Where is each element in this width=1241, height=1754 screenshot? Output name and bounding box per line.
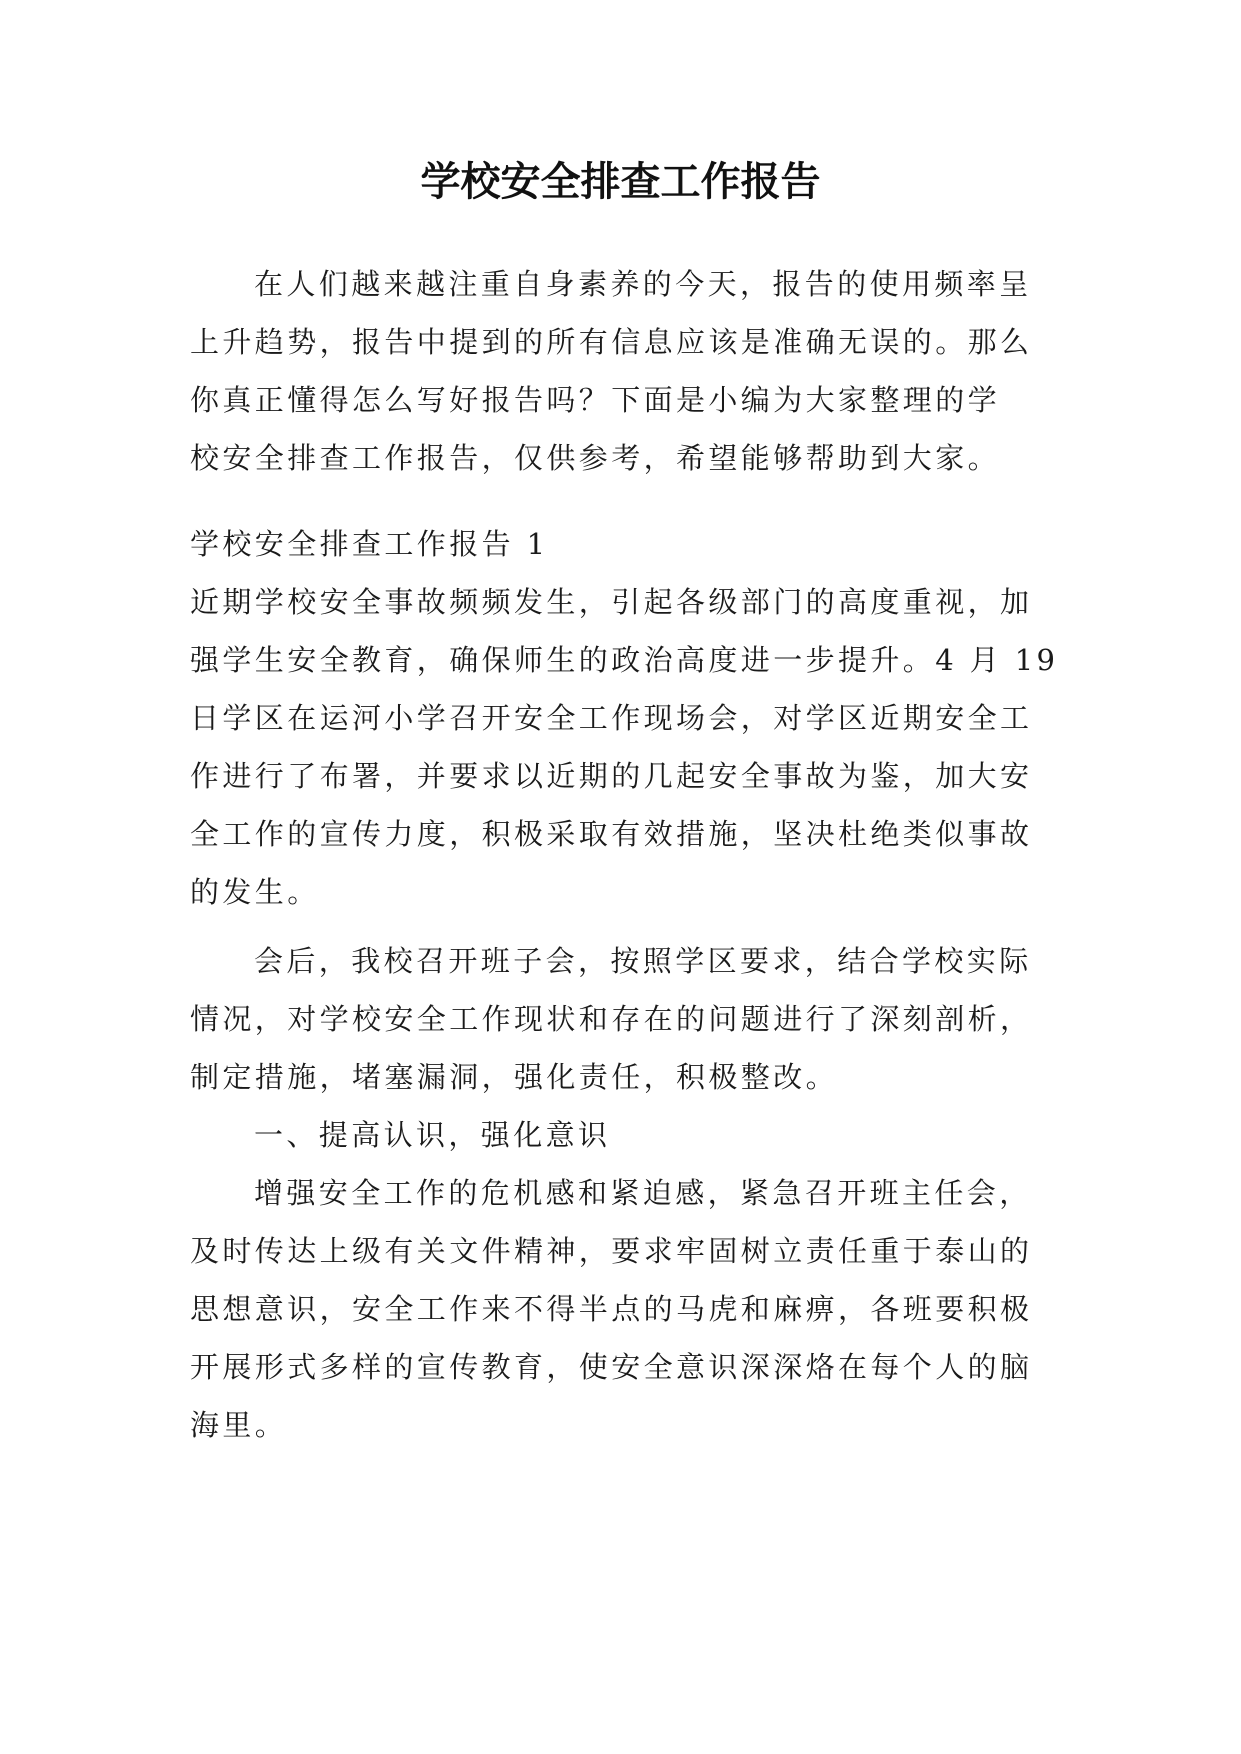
awareness-line: 及时传达上级有关文件精神，要求牢固树立责任重于泰山的 <box>190 1234 1033 1268</box>
awareness-line: 增强安全工作的危机感和紧迫感，紧急召开班主任会， <box>254 1176 1032 1210</box>
meeting-line: 会后，我校召开班子会，按照学区要求，结合学校实际 <box>254 944 1032 978</box>
awareness-line: 海里。 <box>190 1408 288 1442</box>
meeting-paragraph <box>190 932 1070 1164</box>
meeting-line: 情况，对学校安全工作现状和存在的问题进行了深刻剖析， <box>190 1002 1033 1036</box>
section1-line: 全工作的宣传力度，积极采取有效措施，坚决杜绝类似事故 <box>190 817 1033 851</box>
awareness-line: 思想意识，安全工作来不得半点的马虎和麻痹，各班要积极 <box>190 1292 1033 1326</box>
awareness-paragraph <box>190 1164 1070 1454</box>
subheading: 一、提高认识，强化意识 <box>254 1118 611 1152</box>
section1-line: 作进行了布署，并要求以近期的几起安全事故为鉴，加大安 <box>190 759 1033 793</box>
section1-line: 日学区在运河小学召开安全工作现场会，对学区近期安全工 <box>190 701 1033 735</box>
document-title: 学校安全排查工作报告 <box>420 158 821 205</box>
section1-line: 近期学校安全事故频频发生，引起各级部门的高度重视，加 <box>190 585 1033 619</box>
section-heading: 学校安全排查工作报告 1 <box>190 527 549 561</box>
awareness-line: 开展形式多样的宣传教育，使安全意识深深烙在每个人的脑 <box>190 1350 1033 1384</box>
section1-line: 的发生。 <box>190 875 320 909</box>
intro-line: 在人们越来越注重自身素养的今天，报告的使用频率呈 <box>254 267 1032 301</box>
intro-line: 校安全排查工作报告，仅供参考，希望能够帮助到大家。 <box>190 441 1001 475</box>
intro-line: 你真正懂得怎么写好报告吗？下面是小编为大家整理的学 <box>190 383 1001 417</box>
section1-line: 强学生安全教育，确保师生的政治高度进一步提升。4 月 19 <box>190 643 1059 677</box>
section1 <box>190 515 1070 921</box>
intro-paragraph <box>190 255 1070 487</box>
intro-line: 上升趋势，报告中提到的所有信息应该是准确无误的。那么 <box>190 325 1033 359</box>
meeting-line: 制定措施，堵塞漏洞，强化责任，积极整改。 <box>190 1060 839 1094</box>
